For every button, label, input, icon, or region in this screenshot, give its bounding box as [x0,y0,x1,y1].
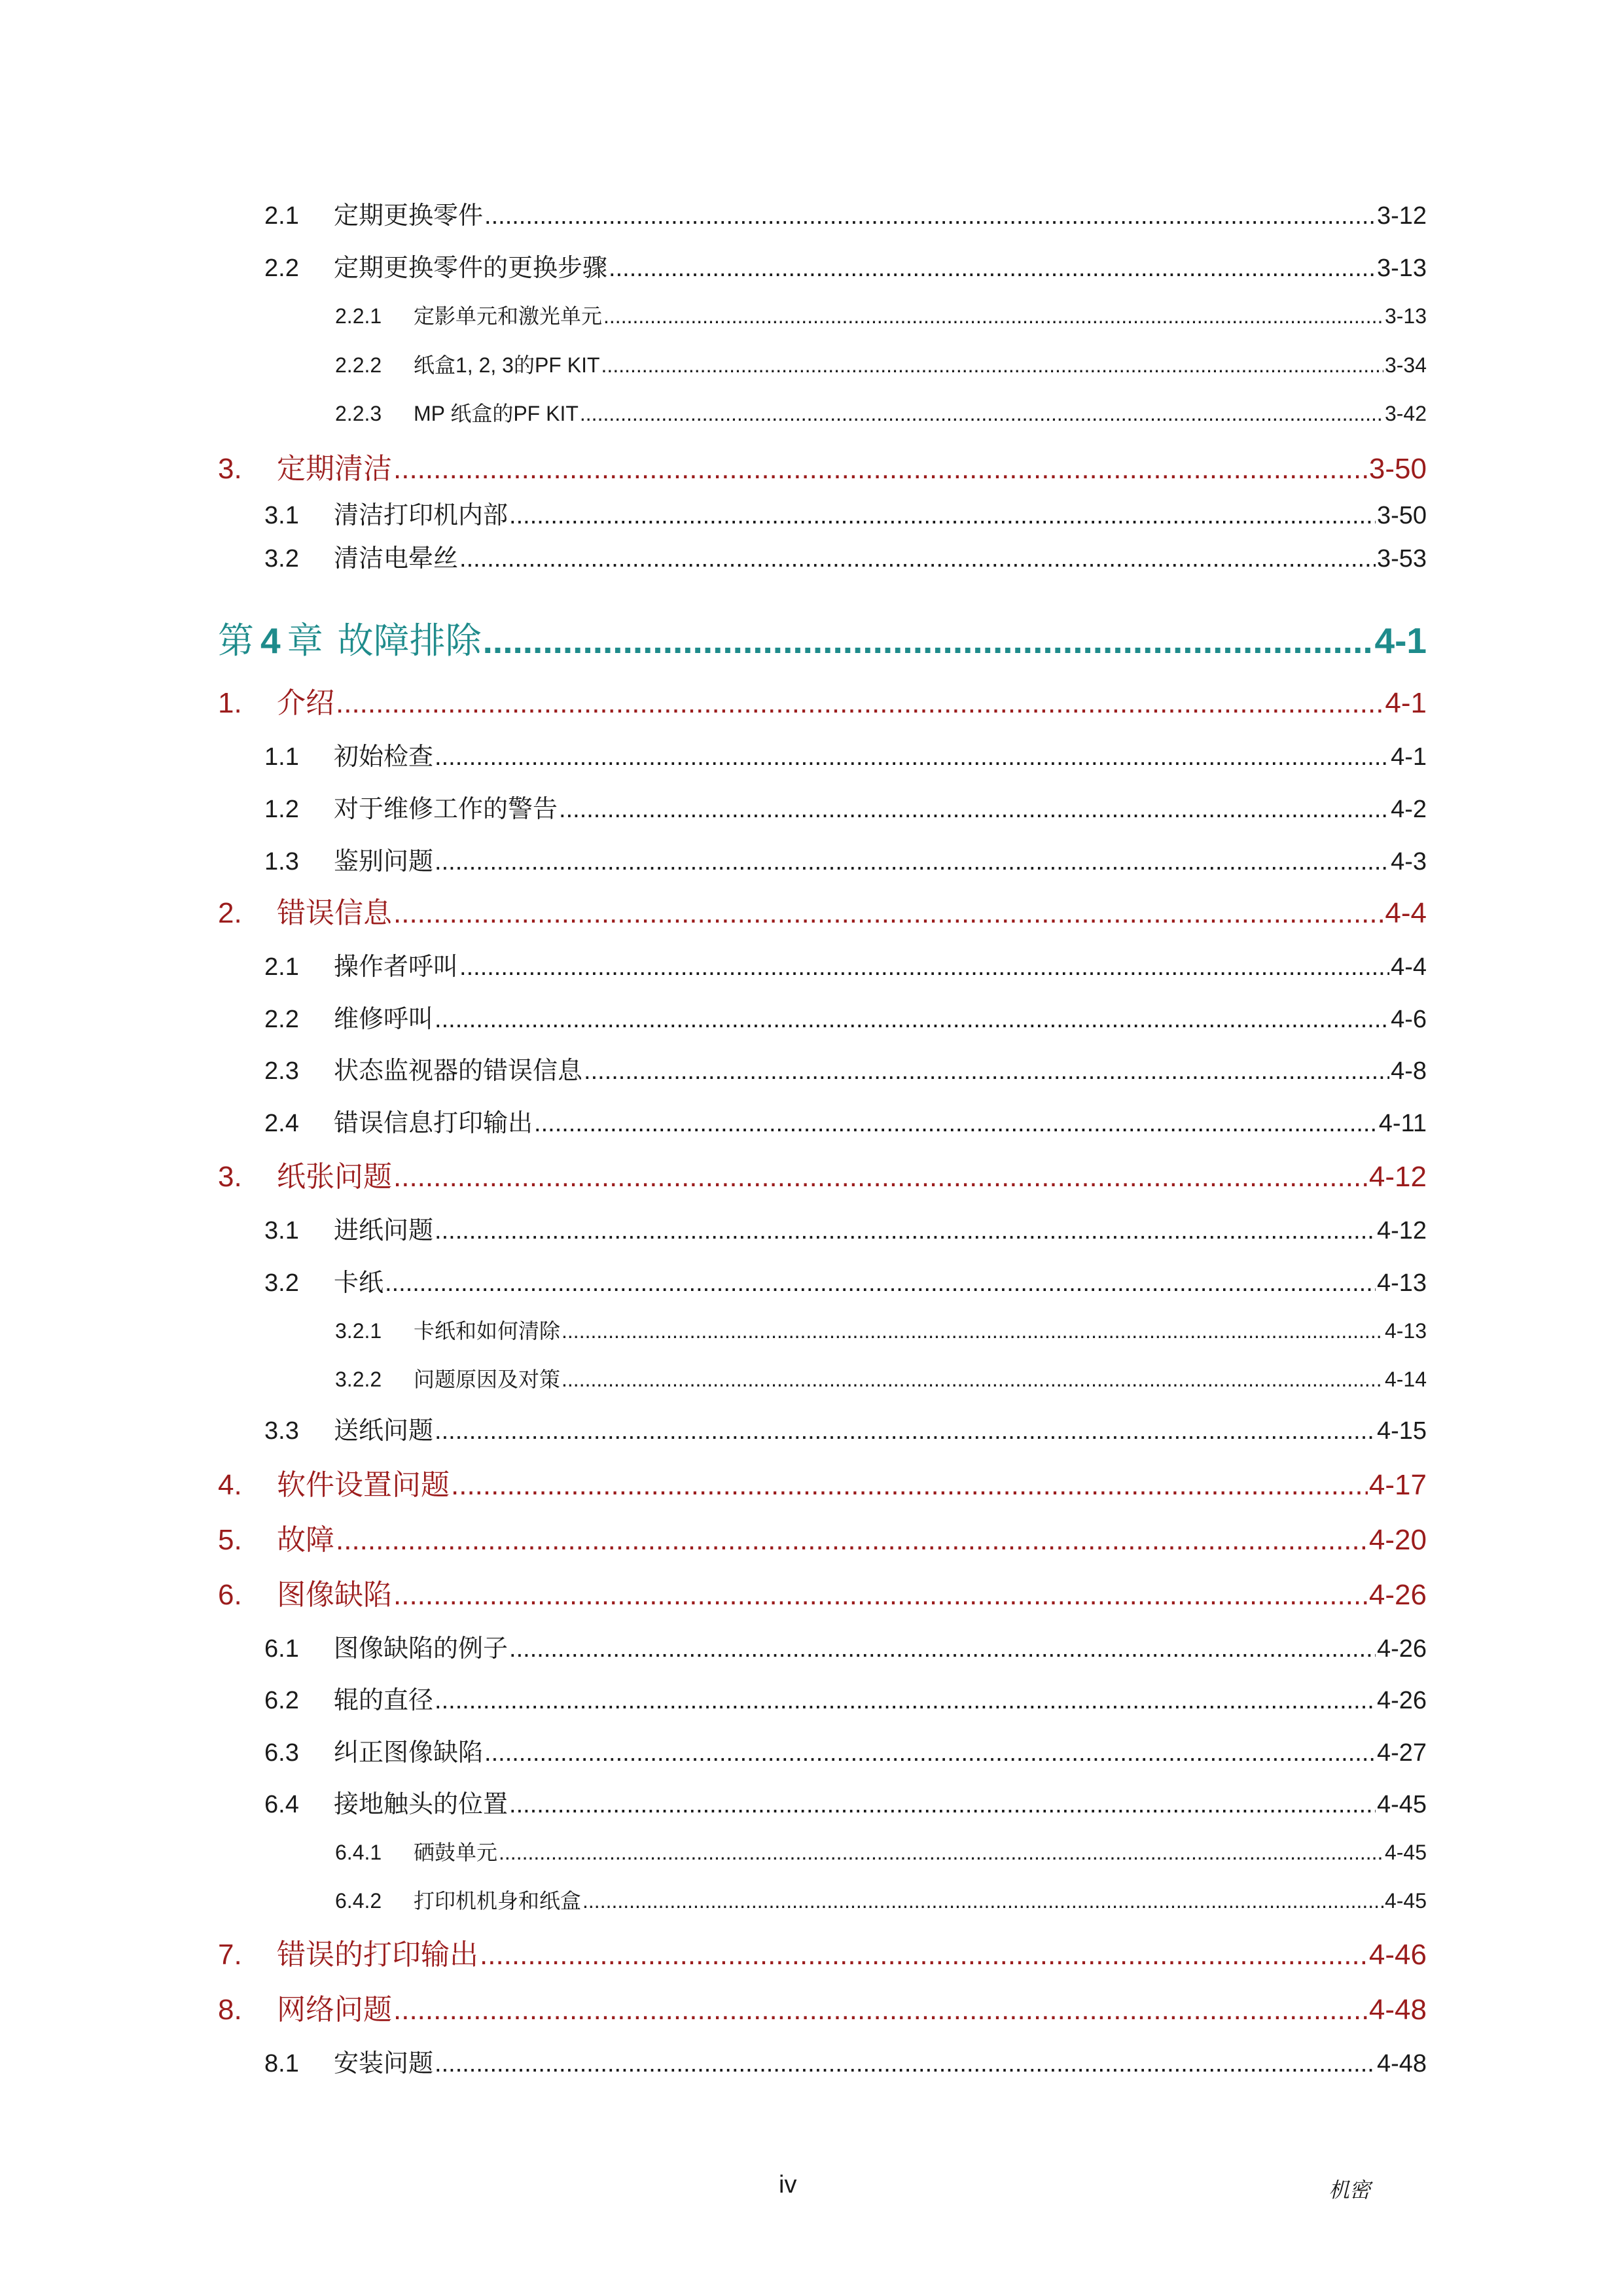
toc-page-ref: 4-26 [1376,1635,1427,1663]
toc-entry[interactable] [264,1628,1427,1664]
toc-title: 卡纸和如何清除 [414,1319,561,1343]
footer-confidential: 机密 [1329,2178,1371,2202]
toc-page-ref: 4-4 [1391,953,1427,981]
toc-title: 介绍 [277,687,334,719]
toc-page-ref: 4-2 [1391,796,1427,823]
toc-page-ref: 3-50 [1368,453,1427,485]
toc-page-ref: 4-26 [1368,1579,1427,1611]
toc-entry[interactable] [335,1836,1427,1866]
toc-entry[interactable] [264,1410,1427,1446]
toc-entry[interactable] [335,1363,1427,1393]
toc-number: 3.2.1 [335,1319,382,1343]
toc-entry[interactable] [264,1262,1427,1298]
toc-entry[interactable] [264,1103,1427,1139]
toc-page-ref: 4-26 [1376,1687,1427,1714]
toc-number: 2.1 [264,202,299,230]
toc-entry[interactable] [264,2043,1427,2079]
dot-leader [459,953,1389,981]
toc-title: 送纸问题 [334,1417,434,1445]
toc-page-ref: 4-14 [1384,1368,1427,1391]
toc-number: 2.2 [264,1006,299,1033]
toc-title: 定期清洁 [277,453,392,485]
toc-title: 定期更换零件的更换步骤 [334,255,608,282]
dot-leader [336,1524,1368,1557]
dot-leader [601,353,1383,378]
toc-entry[interactable] [264,195,1427,231]
toc-title: 操作者呼叫 [334,953,459,981]
dot-leader [484,1739,1376,1767]
toc-entry[interactable] [335,1315,1427,1345]
toc-page-ref: 4-13 [1384,1319,1427,1343]
toc-title: 进纸问题 [334,1217,434,1245]
toc-title: 初始检查 [334,743,434,771]
toc-entry[interactable] [264,946,1427,982]
toc-page-ref: 3-50 [1376,502,1427,529]
toc-number: 6.2 [264,1687,299,1714]
toc-page-ref: 4-17 [1368,1469,1427,1501]
toc-number: 2. [218,897,242,929]
dot-leader [435,743,1389,771]
dot-leader [393,1579,1368,1612]
toc-page-ref: 4-45 [1384,1889,1427,1913]
toc-entry[interactable] [264,1050,1427,1086]
toc-page-ref: 4-13 [1376,1269,1427,1297]
toc-page-ref: 4-48 [1376,2050,1427,2077]
toc-number: 1.2 [264,796,299,823]
toc-entry[interactable] [264,1784,1427,1820]
toc-number: 3.3 [264,1417,299,1445]
toc-number: 6.3 [264,1739,299,1767]
toc-number: 1. [218,687,242,719]
toc-title: 纠正图像缺陷 [334,1739,484,1767]
toc-number: 3.1 [264,1217,299,1245]
toc-entry[interactable] [264,247,1427,283]
toc-number: 8. [218,1994,242,2026]
toc-number: 2.4 [264,1110,299,1137]
toc-entry[interactable] [264,1210,1427,1246]
toc-title: 故障 [277,1524,334,1556]
toc-number: 3.1 [264,502,299,529]
toc-page-ref: 4-12 [1368,1161,1427,1193]
toc-entry[interactable] [218,1516,1427,1558]
dot-leader [393,1994,1368,2026]
toc-entry[interactable] [264,736,1427,772]
toc-page-ref: 4-1 [1391,743,1427,771]
toc-number: 8.1 [264,2050,299,2077]
dot-leader [435,1417,1376,1445]
dot-leader [480,1939,1368,1971]
toc-number: 3.2.2 [335,1368,382,1391]
toc-title: 图像缺陷的例子 [334,1635,508,1663]
dot-leader [509,502,1376,530]
toc-title: MP 纸盒的PF KIT [414,402,579,425]
toc-page-ref: 3-12 [1376,202,1427,230]
toc-title: 安装问题 [334,2050,434,2077]
toc-number: 2.2.3 [335,402,382,425]
toc-page-ref: 4-48 [1368,1994,1427,2026]
toc-title: 辊的直径 [334,1687,434,1714]
toc-title: 状态监视器的错误信息 [334,1057,583,1085]
dot-leader [562,1368,1383,1392]
toc-entry[interactable] [335,1884,1427,1915]
toc-number: 1.1 [264,743,299,771]
toc-number: 6.1 [264,1635,299,1663]
toc-number: 4. [218,1469,242,1501]
toc-page-ref: 3-34 [1384,353,1427,377]
toc-page-ref: 3-53 [1376,545,1427,573]
toc-title: 定影单元和激光单元 [414,304,603,328]
toc-title: 错误信息打印输出 [334,1110,533,1137]
toc-title: 打印机机身和纸盒 [414,1889,582,1913]
dot-leader [435,1217,1376,1245]
dot-leader [534,1110,1378,1138]
toc-entry[interactable] [218,445,1427,487]
toc-entry[interactable] [218,1986,1427,2028]
toc-number: 6.4.2 [335,1889,382,1913]
toc-page-ref: 4-3 [1391,848,1427,875]
toc-title: 卡纸 [334,1269,384,1297]
toc-entry[interactable] [264,538,1427,574]
dot-leader [509,1791,1376,1819]
toc-entry[interactable] [264,495,1427,531]
toc-page-ref: 4-1 [1385,687,1427,719]
toc-number: 2.2.2 [335,353,382,377]
chapter-title: 故障排除 [337,620,482,661]
footer-page-number: iv [779,2171,797,2199]
toc-entry[interactable] [218,889,1427,931]
toc-title: 图像缺陷 [277,1579,392,1611]
toc-title: 鉴别问题 [334,848,434,875]
toc-entry[interactable] [335,397,1427,427]
toc-number: 2.3 [264,1057,299,1085]
dot-leader [435,1006,1389,1034]
dot-leader [499,1841,1383,1865]
toc-entry[interactable] [264,998,1427,1034]
toc-entry[interactable] [218,1153,1427,1195]
dot-leader [393,453,1368,486]
toc-number: 2.1 [264,953,299,981]
toc-number: 1.3 [264,848,299,875]
dot-leader [393,1161,1368,1193]
toc-number: 2.2 [264,255,299,282]
dot-leader [435,1687,1376,1715]
toc-entry[interactable] [264,788,1427,824]
toc-number: 7. [218,1939,242,1971]
chapter-number: 4 [260,620,281,661]
toc-number: 6.4 [264,1791,299,1818]
dot-leader [562,1319,1383,1343]
toc-page-ref: 4-46 [1368,1939,1427,1971]
toc-page-ref: 3-42 [1384,402,1427,425]
toc-chapter-entry[interactable] [218,612,1427,663]
toc-title: 错误信息 [277,897,392,929]
toc-page-ref: 4-20 [1368,1524,1427,1556]
dot-leader [484,202,1376,230]
toc-entry[interactable] [218,679,1427,721]
dot-leader [483,620,1374,662]
toc-page-ref: 4-8 [1391,1057,1427,1085]
dot-leader [336,687,1383,720]
toc-title: 维修呼叫 [334,1006,434,1033]
dot-leader [435,2050,1376,2078]
toc-number: 6.4.1 [335,1841,382,1864]
toc-title: 对于维修工作的警告 [334,796,558,823]
toc-page-ref: 4-27 [1376,1739,1427,1767]
toc-page-ref: 4-11 [1378,1110,1427,1137]
toc-title: 问题原因及对策 [414,1368,561,1391]
toc-number: 3.2 [264,1269,299,1297]
toc-page-ref: 4-45 [1384,1841,1427,1864]
toc-entry[interactable] [264,841,1427,877]
toc-page-ref: 3-13 [1384,304,1427,328]
toc-number: 2.2.1 [335,304,382,328]
toc-title: 接地触头的位置 [334,1791,508,1818]
toc-title: 纸盒1, 2, 3的PF KIT [414,353,600,377]
toc-entry[interactable] [264,1680,1427,1716]
toc-entry[interactable] [335,349,1427,379]
toc-page-ref: 4-15 [1376,1417,1427,1445]
toc-entry[interactable] [218,1461,1427,1503]
toc-entry[interactable] [335,300,1427,330]
toc-entry[interactable] [218,1931,1427,1973]
toc-entry[interactable] [264,1732,1427,1768]
toc-number: 5. [218,1524,242,1556]
toc-page-ref: 4-1 [1374,620,1427,661]
toc-title: 清洁电晕丝 [334,545,459,573]
chapter-prefix: 第 [218,620,255,661]
dot-leader [393,897,1383,930]
dot-leader [603,304,1383,328]
toc-number: 3. [218,453,242,485]
dot-leader [584,1057,1389,1086]
dot-leader [509,1635,1376,1663]
toc-title: 清洁打印机内部 [334,502,508,529]
toc-page-ref: 4-45 [1376,1791,1427,1818]
dot-leader [609,255,1376,283]
toc-page-ref: 4-12 [1376,1217,1427,1245]
toc-title: 软件设置问题 [277,1469,450,1501]
toc-title: 网络问题 [277,1994,392,2026]
toc-number: 3. [218,1161,242,1193]
dot-leader [580,402,1383,426]
toc-page-ref: 4-6 [1391,1006,1427,1033]
toc-number: 3.2 [264,545,299,573]
toc-page-ref: 3-13 [1376,255,1427,282]
toc-title: 定期更换零件 [334,202,484,230]
dot-leader [459,545,1376,573]
dot-leader [559,796,1389,824]
dot-leader [385,1269,1376,1298]
dot-leader [451,1469,1368,1502]
dot-leader [582,1889,1383,1913]
toc-title: 纸张问题 [277,1161,392,1193]
toc-number: 6. [218,1579,242,1611]
toc-title: 硒鼓单元 [414,1841,498,1864]
toc-title: 错误的打印输出 [277,1939,478,1971]
toc-entry[interactable] [218,1571,1427,1613]
chapter-suffix: 章 [287,620,323,661]
toc-page-ref: 4-4 [1385,897,1427,929]
dot-leader [435,848,1389,876]
